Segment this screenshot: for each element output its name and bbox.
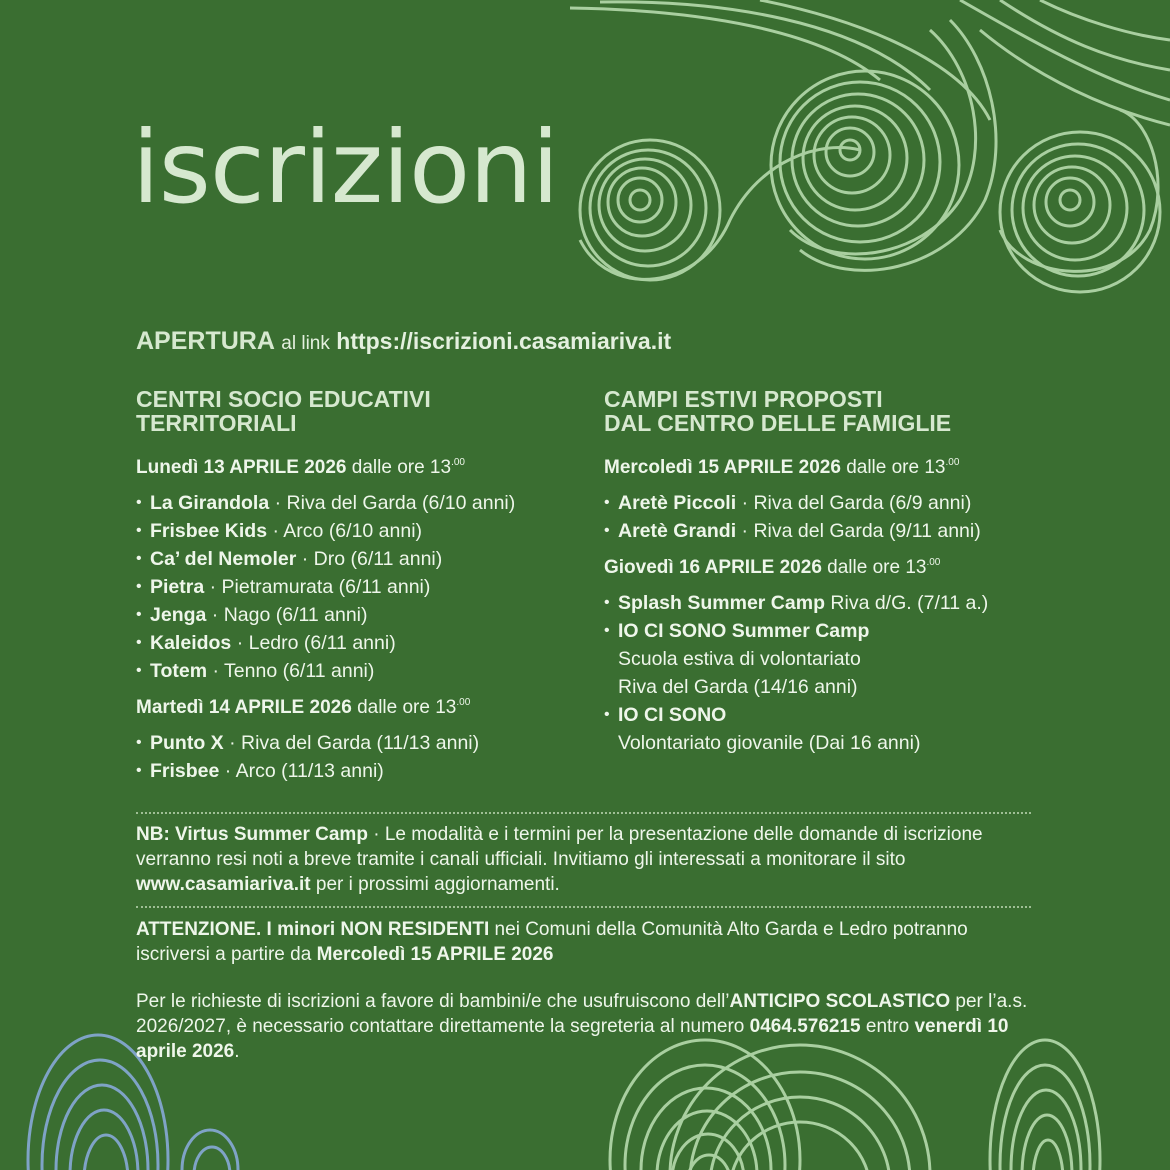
list-item: • Punto X · Riva del Garda (11/13 anni) xyxy=(136,729,586,757)
center-list xyxy=(136,729,586,785)
phone-number[interactable]: 0464.576215 xyxy=(749,1016,861,1037)
list-item: • Aretè Grandi · Riva del Garda (9/11 anni) xyxy=(604,517,1044,545)
date-heading: Lunedì 13 APRILE 2026 dalle ore $13^{.00}$ xyxy=(136,457,465,478)
anticipo-note: Per le richieste di iscrizioni a favore di bambini/e che usufruiscono dell’ANTICIPO SCOLASTICO per l’a.s. 2026/2027, è necessario contattare direttamente la segreteria al numero 0464.576215 entro venerdì 10 aprile 2026. xyxy=(136,991,1028,1062)
section-heading: CENTRI SOCIO EDUCATIVI TERRITORIALI xyxy=(136,386,431,436)
center-list xyxy=(136,489,586,685)
list-item: • Totem · Tenno (6/11 anni) xyxy=(136,657,586,685)
list-item: • IO CI SONO Volontariato giovanile (Dai 16 anni) xyxy=(604,701,1044,757)
apertura-label: APERTURA xyxy=(136,327,275,355)
date-heading: Mercoledì 15 APRILE 2026 dalle ore $13^{.00}$ xyxy=(604,457,960,478)
centri-socio-educativi-column xyxy=(136,387,586,797)
camp-list xyxy=(604,489,1044,545)
list-item: • IO CI SONO Summer Camp Scuola estiva di volontariato Riva del Garda (14/16 anni) xyxy=(604,617,1044,701)
nb-note: NB: Virtus Summer Camp · Le modalità e i termini per la presentazione delle domande di iscrizione verranno resi noti a breve tramite i canali ufficiali. Invitiamo gli interessati a monitorare il sito www.casamiariva.it per i prossimi aggiornamenti. xyxy=(136,824,983,895)
campi-estivi-column xyxy=(604,387,1044,769)
list-item: • Frisbee Kids · Arco (6/10 anni) xyxy=(136,517,586,545)
list-item: • Ca’ del Nemoler · Dro (6/11 anni) xyxy=(136,545,586,573)
dotted-divider xyxy=(136,906,1031,908)
section-heading: CAMPI ESTIVI PROPOSTI DAL CENTRO DELLE FAMIGLIE xyxy=(604,386,952,436)
list-item: • Kaleidos · Ledro (6/11 anni) xyxy=(136,629,586,657)
apertura-text: al link xyxy=(281,333,330,354)
list-item: • Aretè Piccoli · Riva del Garda (6/9 anni) xyxy=(604,489,1044,517)
date-heading: Giovedì 16 APRILE 2026 dalle ore $13^{.00}$ xyxy=(604,557,941,578)
apertura-line xyxy=(136,327,671,356)
camp-list xyxy=(604,589,1044,757)
list-item: • Jenga · Nago (6/11 anni) xyxy=(136,601,586,629)
list-item: • Frisbee · Arco (11/13 anni) xyxy=(136,757,586,785)
list-item: • Splash Summer Camp Riva d/G. (7/11 a.) xyxy=(604,589,1044,617)
page-title: iscrizioni xyxy=(132,109,559,226)
registration-link[interactable]: https://iscrizioni.casamiariva.it xyxy=(336,328,672,354)
date-heading: Martedì 14 APRILE 2026 dalle ore $13^{.00}$ xyxy=(136,697,471,718)
list-item: • La Girandola · Riva del Garda (6/10 anni) xyxy=(136,489,586,517)
attenzione-note: ATTENZIONE. I minori NON RESIDENTI nei Comuni della Comunità Alto Garda e Ledro potranno iscriversi a partire da Mercoledì 15 APRILE 2026 xyxy=(136,919,968,965)
list-item: • Pietra · Pietramurata (6/11 anni) xyxy=(136,573,586,601)
dotted-divider xyxy=(136,812,1031,814)
website-link[interactable]: www.casamiariva.it xyxy=(136,874,311,895)
